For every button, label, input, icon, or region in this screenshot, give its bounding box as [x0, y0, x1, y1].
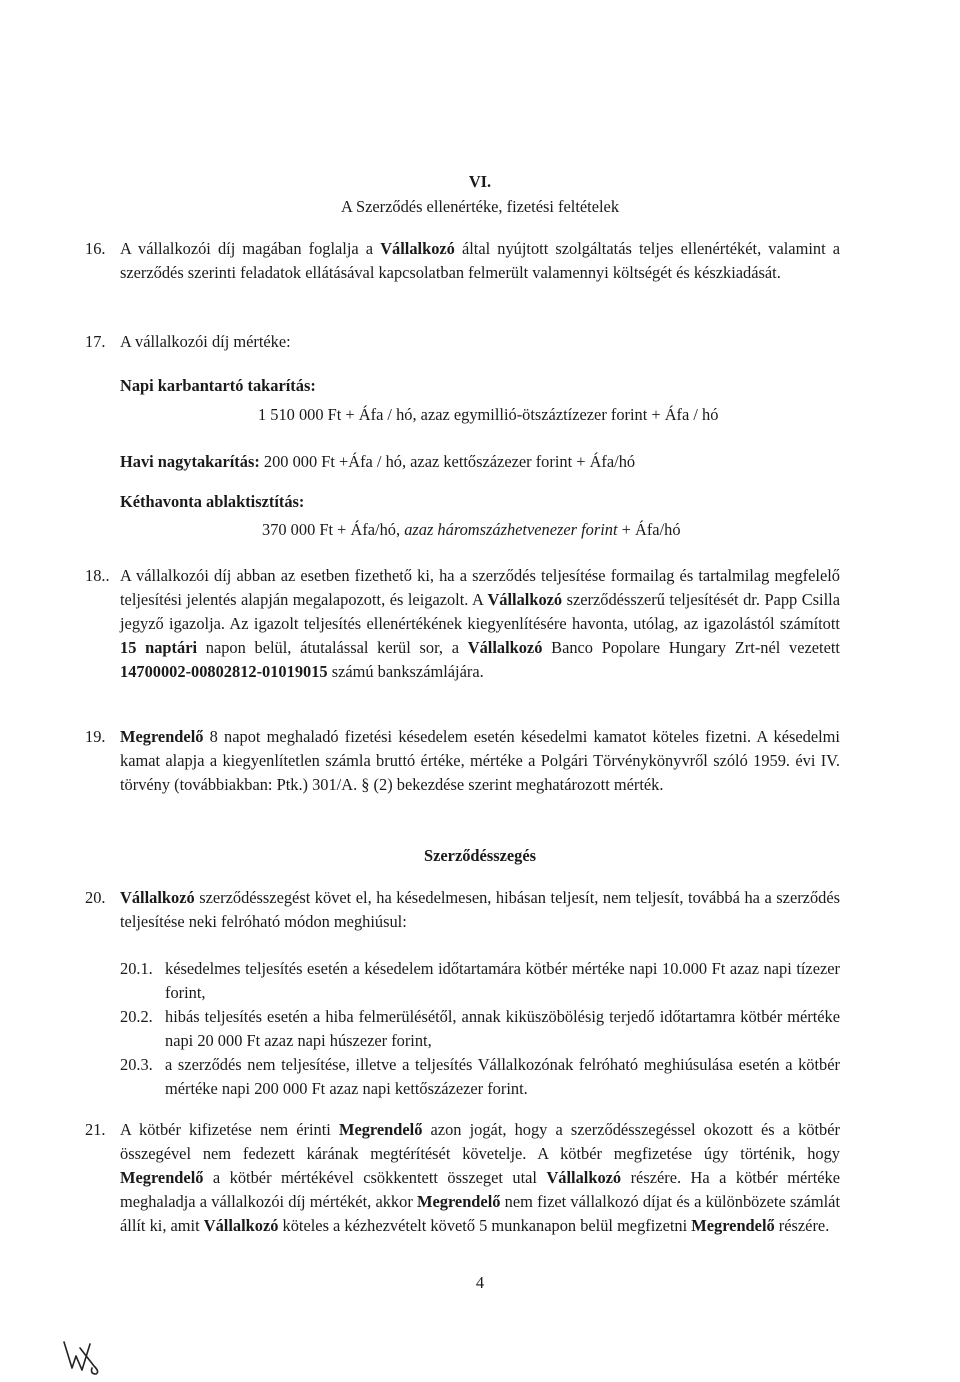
- fee-window-label: Kéthavonta ablaktisztítás:: [120, 492, 305, 511]
- paragraph-body: A kötbér kifizetése nem érinti Megrendelő azon jogát, hogy a szerződésszegéssel okozott és a kötbér összegével nem fedezett kárának megtérítését követelje. A kötbér megfizetése úgy történik, hogy Megrendelő a kötbér mértékével csökkentett összeget utal Vállalkozó részére. Ha a kötbér mértéke meghaladja a vállalkozói díj mértékét, akkor Megrendelő nem fizet vállalkozó díjat és a különbözete számlát állít ki, amit Vállalkozó köteles a kézhezvételt követő 5 munkanapon belül megfizetni Megrendelő részére.: [120, 1120, 841, 1235]
- paragraph-number: 20.3.: [120, 1055, 153, 1074]
- fee-daily-value: 1 510 000 Ft + Áfa / hó, azaz egymillió-ötszáztízezer forint + Áfa / hó: [258, 405, 719, 424]
- paragraph-number: 16.: [85, 239, 106, 258]
- paragraph-20-1: [120, 957, 840, 1005]
- paragraph-16: [85, 237, 840, 285]
- paragraph-number: 21.: [85, 1120, 106, 1139]
- paragraph-body: A vállalkozói díj abban az esetben fizethető ki, ha a szerződés teljesítése formailag és tartalmilag megfelelő teljesítési jelentés alapján megalapozott, és leigazolt. A Vállalkozó szerződésszerű teljesítését dr. Papp Csilla jegyző igazolja. Az igazolt teljesítés ellenértékének kiegyenlítésére havonta, utólag, az igazolástól számított 15 naptári napon belül, átutalással kerül sor, a Vállalkozó Banco Popolare Hungary Zrt-nél vezetett 14700002-00802812-01019015 számú bankszámlájára.: [120, 566, 840, 681]
- breach-heading: Szerződésszegés: [424, 846, 536, 865]
- section-number: VI.: [468, 172, 492, 191]
- paragraph-20-2: [120, 1005, 840, 1053]
- paragraph-number: 19.: [85, 727, 106, 746]
- paragraph-number: 20.2.: [120, 1007, 153, 1026]
- paragraph-21: [85, 1118, 840, 1238]
- paragraph-19: [85, 725, 840, 797]
- paragraph-20: [85, 886, 840, 934]
- paragraph-number: 17.: [85, 332, 106, 351]
- paragraph-body: késedelmes teljesítés esetén a késedelem időtartamára kötbér mértéke napi 10.000 Ft azaz napi tízezer forint,: [165, 959, 840, 1002]
- paragraph-body: Megrendelő 8 napot meghaladó fizetési késedelem esetén késedelmi kamatot köteles fizetni. A késedelmi kamat alapja a kiegyenlítetlen számla bruttó értéke, mértéke a Polgári Törvénykönyvről szóló 1959. évi IV. törvény (továbbiakban: Ptk.) 301/A. § (2) bekezdése szerint meghatározott mérték.: [120, 727, 840, 794]
- paragraph-body: A vállalkozói díj mértéke:: [120, 332, 291, 351]
- page-number: 4: [475, 1273, 485, 1292]
- fee-monthly: Havi nagytakarítás: 200 000 Ft +Áfa / hó, azaz kettőszázezer forint + Áfa/hó: [120, 452, 636, 471]
- paragraph-18: [85, 564, 840, 684]
- fee-daily-label: Napi karbantartó takarítás:: [120, 376, 316, 395]
- paragraph-number: 18..: [85, 566, 110, 585]
- fee-window-value: 370 000 Ft + Áfa/hó, azaz háromszázhetvenezer forint + Áfa/hó: [262, 520, 681, 539]
- paragraph-number: 20.1.: [120, 959, 153, 978]
- paragraph-number: 20.: [85, 888, 106, 907]
- paragraph-body: hibás teljesítés esetén a hiba felmerülésétől, annak kiküszöbölésig terjedő időtartamra kötbér mértéke napi 20 000 Ft azaz napi húszezer forint,: [165, 1007, 840, 1050]
- paragraph-body: a szerződés nem teljesítése, illetve a teljesítés Vállalkozónak felróható meghiúsulása esetén a kötbér mértéke napi 200 000 Ft azaz napi kettőszázezer forint.: [165, 1055, 840, 1098]
- section-title: A Szerződés ellenértéke, fizetési feltételek: [340, 197, 620, 216]
- paragraph-body: Vállalkozó szerződésszegést követ el, ha késedelmesen, hibásan teljesít, nem teljesít, továbbá ha a szerződés teljesítése neki felróható módon meghiúsul:: [120, 888, 840, 931]
- paragraph-17: [85, 330, 840, 354]
- initials-signature: [60, 1338, 104, 1376]
- paragraph-20-3: [120, 1053, 840, 1101]
- paragraph-body: A vállalkozói díj magában foglalja a Vállalkozó által nyújtott szolgáltatás teljes ellenértékét, valamint a szerződés szerinti feladatok ellátásával kapcsolatban felmerült valamennyi költségét és készkiadását.: [120, 239, 841, 282]
